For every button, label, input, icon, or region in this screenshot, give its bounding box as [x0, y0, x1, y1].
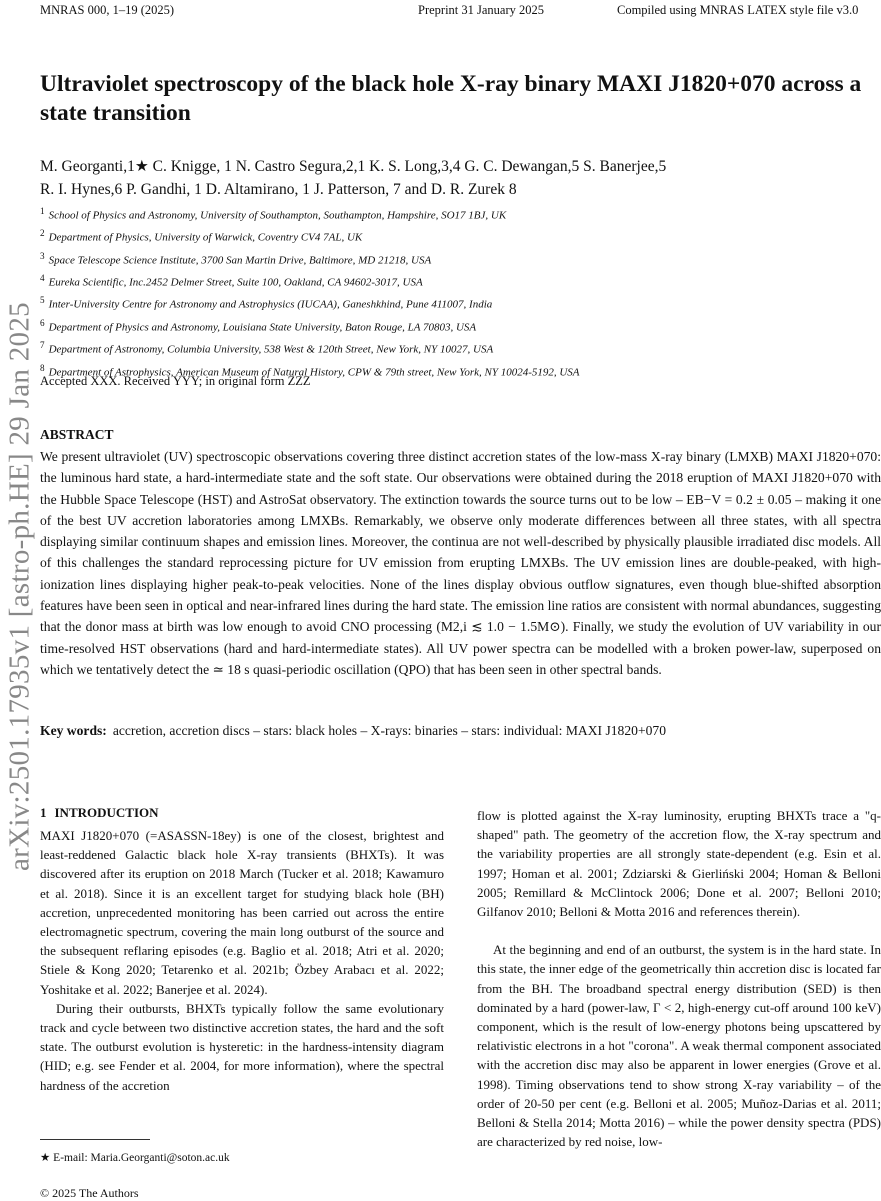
running-header-style: Compiled using MNRAS LATEX style file v3.0 — [617, 3, 859, 17]
intro-paragraph-4: At the beginning and end of an outburst, the system is in the hard state. In this state, the inner edge of the geometrically thin accretion disc is located far from the BH. The broadband spectral energy distribution (SED) is then dominated by a hard (power-law, Γ < 2, high-energy cut-off around 100 keV) component, which is the result of low-energy photons being upscattered by relativistic electrons in a hot "corona". A weak thermal component associated with the accretion disc may also be apparent in lower energies (Grove et al. 1998). Timing observations tend to show strong X-ray variability – of the order of 20-50 per cent (e.g. Belloni et al. 2005; Muñoz-Darias et al. 2011; Belloni & Stella 2014; Motta 2016) – while the power density spectra (PDS) are characterized by red noise, low- — [477, 942, 881, 1150]
abstract-heading: ABSTRACT — [40, 427, 114, 442]
section-heading — [40, 805, 167, 821]
right-column — [477, 806, 881, 1151]
running-header-journal: MNRAS 000, 1–19 (2025) — [40, 3, 175, 17]
affiliation-7: $^7$ Department of Astronomy, Columbia University, 538 West & 120th Street, New York, NY 10027, USA — [40, 340, 494, 356]
section-number: 1 — [40, 805, 47, 820]
affiliation-3: $^3$ Space Telescope Science Institute, 3700 San Martin Drive, Baltimore, MD 21218, USA — [40, 250, 432, 267]
affiliation-2: $^2$ Department of Physics, University of Warwick, Coventry CV4 7AL, UK — [40, 228, 363, 245]
affiliations — [40, 203, 870, 382]
affiliation-8: $^8$ Department of Astrophysics, American Museum of Natural History, CPW & 79th street, New York, NY 10024-5192, USA — [40, 362, 580, 379]
author-list — [40, 155, 870, 201]
abstract-text: We present ultraviolet (UV) spectroscopic observations covering three distinct accretion states of the low-mass X-ray binary (LMXB) MAXI J1820+070: the luminous hard state, a hard-intermediate state and the soft state. Our observations were obtained during the 2018 eruption of MAXI J1820+070 with the Hubble Space Telescope (HST) and AstroSat observatory. The extinction towards the source turns out to be low – EB−V = 0.2 ± 0.05 – making it one of the best UV accretion laboratories among LMXBs. Remarkably, we observe only moderate differences between all three states, with all spectra displaying similar continuum shapes and emission lines. Moreover, the continua are not well-described by physically plausible irradiated disc models. All of this challenges the standard reprocessing picture for UV emission from erupting LMXBs. The UV emission lines are double-peaked, with high-ionization lines displaying higher peak-to-peak velocities. None of the lines display obvious outflow signatures, even though blue-shifted absorption features have been seen in optical and near-infrared lines during the hard state. The emission line ratios are consistent with normal abundances, suggesting that the donor mass at birth was low enough to avoid CNO processing (M2,i ≲ 1.0 − 1.5M⊙). Finally, we study the evolution of UV variability in our time-resolved HST observations (hard and hard-intermediate states). All UV power spectra can be modelled with a broken power-law, superposed on which we tentatively detect the ≃ 18 s quasi-periodic oscillation (QPO) that has been seen in other spectral bands. — [40, 449, 881, 677]
footnote-email: ★ E-mail: Maria.Georganti@soton.ac.uk — [40, 1152, 230, 1164]
intro-paragraph-1: MAXI J1820+070 (=ASASSN-18ey) is one of the closest, brightest and least-reddened Galactic black hole X-ray transients (BHXTs). It was discovered after its eruption on 2018 March (Tucker et al. 2018; Kawamuro et al. 2018). Since it is an excellent target for studying black hole (BH) accretion, unprecedented monitoring has been carried out across the entire electromagnetic spectrum, covering the main long outburst of the source and the subsequent reflaring episodes (e.g. Baglio et al. 2018; Atri et al. 2020; Stiele & Kong 2020; Tetarenko et al. 2021b; Özbey Arabacı et al. 2022; Yoshitake et al. 2022; Banerjee et al. 2024). — [40, 828, 444, 997]
copyright: © 2025 The Authors — [40, 1186, 139, 1200]
keywords — [40, 723, 666, 739]
paper-title: Ultraviolet spectroscopy of the black hole X-ray binary MAXI J1820+070 across a state transition — [40, 71, 862, 126]
author-line-2: R. I. Hynes,6 P. Gandhi, 1 D. Altamirano, 1 J. Patterson, 7 and D. R. Zurek 8 — [40, 181, 517, 198]
author-line-1: M. Georganti,1★ C. Knigge, 1 N. Castro Segura,2,1 K. S. Long,3,4 G. C. Dewangan,5 S. Banerjee,5 — [40, 158, 667, 175]
footnote-rule — [40, 1139, 150, 1140]
running-header-date: Preprint 31 January 2025 — [418, 3, 545, 17]
acceptance-note: Accepted XXX. Received YYY; in original form ZZZ — [40, 374, 311, 388]
affiliation-6: $^6$ Department of Physics and Astronomy, Louisiana State University, Baton Rouge, LA 70803, USA — [40, 317, 477, 334]
left-column — [40, 826, 444, 1095]
keywords-label: Key words: — [40, 723, 107, 738]
affiliation-4: $^4$ Eureka Scientific, Inc.2452 Delmer Street, Suite 100, Oakland, CA 94602-3017, USA — [40, 273, 423, 289]
intro-paragraph-3: flow is plotted against the X-ray luminosity, erupting BHXTs trace a "q-shaped" path. The geometry of the accretion flow, the X-ray spectrum and the variability properties are all strongly state-dependent (e.g. Esin et al. 1997; Homan et al. 2001; Zdziarski & Gierliński 2004; Homan & Belloni 2005; Remillard & McClintock 2006; Done et al. 2007; Belloni 2010; Gilfanov 2010; Belloni & Motta 2016 and references therein). — [477, 808, 881, 920]
keywords-list: accretion, accretion discs – stars: black holes – X-rays: binaries – stars: individual: MAXI J1820+070 — [112, 723, 667, 738]
section-title: INTRODUCTION — [54, 805, 159, 820]
affiliation-1: $^1$ School of Physics and Astronomy, University of Southampton, Southampton, Hampshire, SO17 1BJ, UK — [40, 206, 507, 222]
intro-paragraph-2: During their outbursts, BHXTs typically follow the same evolutionary track and cycle between two distinctive accretion states, the hard and the soft state. The outburst evolution is hysteretic: in the hardness-intensity diagram (HID; e.g. see Fender et al. 2004, for more information), where the spectral hardness of the accretion — [40, 1000, 444, 1093]
arxiv-stamp: arXiv:2501.17935v1 [astro-ph.HE] 29 Jan 2025 — [3, 302, 36, 871]
affiliation-5: $^5$ Inter-University Centre for Astronomy and Astrophysics (IUCAA), Ganeshkhind, Pune 411007, India — [40, 295, 493, 312]
